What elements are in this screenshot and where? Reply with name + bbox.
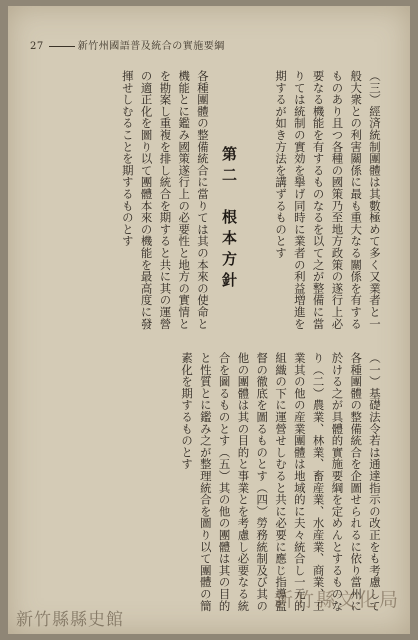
page-header	[30, 38, 400, 56]
body-text-right: （三）經済統制團體は其數極めて多く又業者と一般大衆との利害關係に最も重大なる關係を有するものあり且つ各種の國策乃至地方政策の遂行上必要なる機能を有するものなるを以て之が整備に當りては統制の實効を擧げ同時に業者の利益増進を期するが如き方法を講ずるものとす	[274, 70, 382, 330]
body-text-lower: （一）基礎法令若は通達指示の改正をも考慮して各種團體の整備統合を企圖せられるに依り當州に於ける之が具體的實施要綱を定めんとするものなり（二）農業、林業、畜産業、水産業、商業、工業其の他の産業團體は地域的に夫々統合し一元的組織の下に運營せしむると共に必要に應じ指導監督の徹底を圖るものとす（四）勞務統制及び其の他の團體は其の目的と事業とを考慮し必要なる統合を圖るものとす（五）其の他の團體は其の目的と性質とに鑑み之が整理統合を圖り以て團體の簡素化を期するものとす	[180, 352, 382, 612]
document-page	[8, 6, 410, 634]
header-rule	[49, 46, 75, 47]
header-title: 新竹州國語普及統合の實施要綱	[77, 41, 225, 52]
library-stamp: 新竹縣縣史館	[16, 610, 124, 630]
page-number: 27	[30, 41, 44, 52]
section-heading: 第二 根本方針	[220, 146, 238, 293]
body-text-left: 各種團體の整備統合に當りては其の本來の使命と機能とに鑑み國策遂行上の必要性と地方の實情とを勘案し重複を排し統合を期すると共に其の運營の適正化を圖り以て團體本來の機能を最高度に發揮せしむることを期するものとす	[120, 70, 210, 330]
watermark-stamp: 新竹縣文化局	[273, 589, 400, 611]
